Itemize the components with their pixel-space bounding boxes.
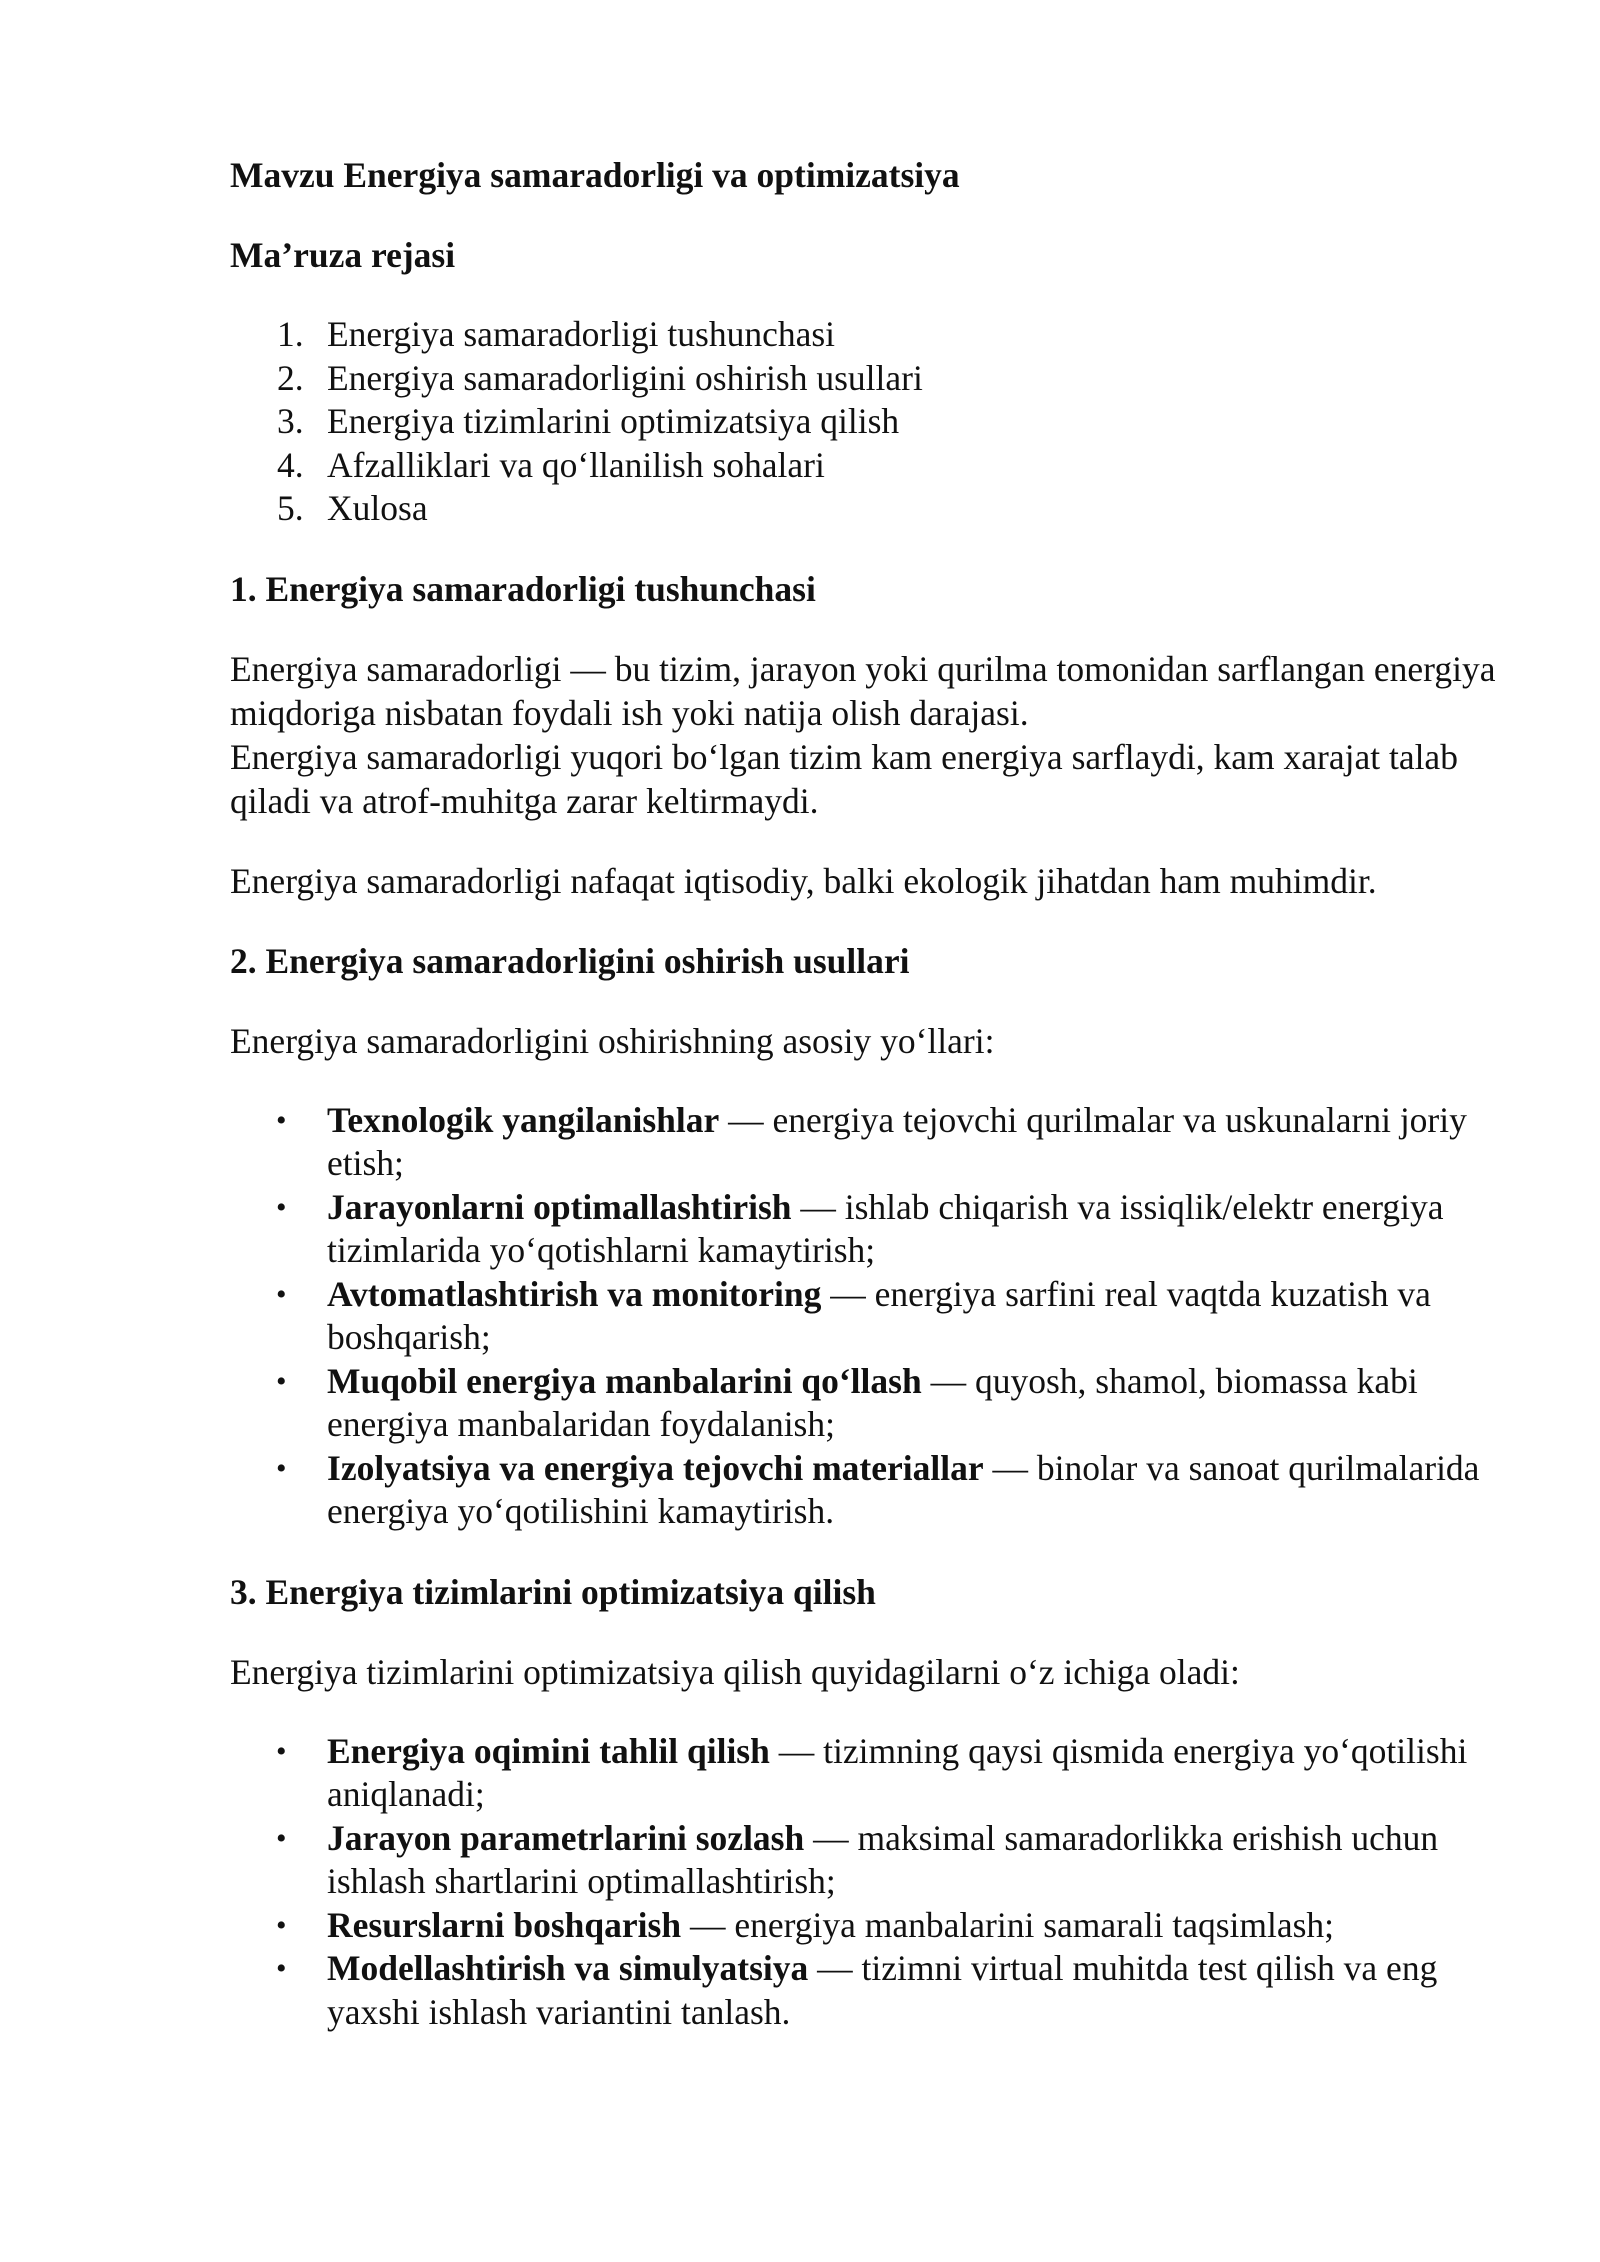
bullet-icon: •	[276, 1364, 287, 1398]
bullet-term: Izolyatsiya va energiya tejovchi materiallar	[327, 1447, 984, 1488]
bullet-description: — maksimal samaradorlikka erishish uchun ishlash shartlarini optimallashtirish;	[327, 1817, 1439, 1901]
plan-item-number: 1.	[277, 314, 304, 354]
plan-item	[277, 357, 1500, 401]
bullet-icon: •	[276, 1908, 287, 1942]
plan-item-number: 5.	[277, 488, 304, 528]
bullet-item	[276, 1360, 1527, 1447]
plan-list	[230, 313, 1500, 531]
bullet-item	[276, 1099, 1527, 1186]
section-1-paragraph-2: Energiya samaradorligi nafaqat iqtisodiy, balki ekologik jihatdan ham muhimdir.	[230, 860, 1377, 901]
section-3-heading: 3. Energiya tizimlarini optimizatsiya qilish	[230, 1571, 876, 1612]
plan-item-text: Energiya samaradorligini oshirish usullari	[327, 357, 923, 398]
bullet-description: — energiya manbalarini samarali taqsimlash;	[681, 1904, 1335, 1945]
section-2-intro: Energiya samaradorligini oshirishning asosiy yo‘llari:	[230, 1020, 995, 1061]
bullet-description: — binolar va sanoat qurilmalarida energiya yo‘qotilishini kamaytirish.	[327, 1447, 1480, 1531]
bullet-icon: •	[276, 1190, 287, 1224]
plan-item	[277, 400, 1500, 444]
section-3-bullet-list	[230, 1730, 1527, 2035]
plan-item-text: Xulosa	[327, 488, 428, 528]
document-title: Mavzu Energiya samaradorligi va optimizatsiya	[230, 155, 960, 195]
bullet-term: Modellashtirish va simulyatsiya	[327, 1948, 809, 1988]
bullet-term: Avtomatlashtirish va monitoring	[327, 1273, 822, 1314]
plan-item-text: Energiya tizimlarini optimizatsiya qilish	[327, 401, 900, 441]
plan-item-number: 4.	[277, 444, 304, 485]
plan-item	[277, 313, 1500, 357]
plan-item-text: Energiya samaradorligi tushunchasi	[327, 314, 836, 354]
bullet-term: Muqobil energiya manbalarini qo‘llash	[327, 1360, 922, 1401]
plan-item-text: Afzalliklari va qo‘llanilish sohalari	[327, 444, 825, 485]
bullet-description: — tizimning qaysi qismida energiya yo‘qotilishi aniqlanadi;	[327, 1730, 1468, 1814]
bullet-item	[276, 1904, 1527, 1948]
section-2-heading: 2. Energiya samaradorligini oshirish usullari	[230, 940, 910, 981]
bullet-description: — tizimni virtual muhitda test qilish va eng yaxshi ishlash variantini tanlash.	[327, 1948, 1438, 2032]
bullet-item	[276, 1730, 1527, 1817]
bullet-icon: •	[276, 1734, 287, 1768]
bullet-icon: •	[276, 1277, 287, 1311]
bullet-description: — energiya tejovchi qurilmalar va uskunalarni joriy etish;	[327, 1099, 1467, 1183]
plan-item-number: 2.	[277, 357, 304, 398]
bullet-icon: •	[276, 1821, 287, 1855]
bullet-icon: •	[276, 1103, 287, 1137]
bullet-term: Energiya oqimini tahlil qilish	[327, 1730, 770, 1771]
bullet-term: Jarayon parametrlarini sozlash	[327, 1817, 805, 1858]
bullet-icon: •	[276, 1451, 287, 1485]
section-1-heading: 1. Energiya samaradorligi tushunchasi	[230, 568, 816, 609]
section-3-intro: Energiya tizimlarini optimizatsiya qilish quyidagilarni o‘z ichiga oladi:	[230, 1651, 1240, 1692]
bullet-item	[276, 1947, 1527, 2034]
bullet-item	[276, 1273, 1527, 1360]
bullet-term: Texnologik yangilanishlar	[327, 1099, 720, 1140]
plan-item-number: 3.	[277, 401, 304, 441]
plan-item	[277, 487, 1500, 531]
bullet-item	[276, 1186, 1527, 1273]
bullet-item	[276, 1447, 1527, 1534]
bullet-description: — quyosh, shamol, biomassa kabi energiya manbalaridan foydalanish;	[327, 1360, 1418, 1444]
plan-item	[277, 444, 1500, 488]
section-2-bullet-list	[230, 1099, 1527, 1534]
bullet-icon: •	[276, 1952, 287, 1985]
section-1-paragraph-1: Energiya samaradorligi — bu tizim, jarayon yoki qurilma tomonidan sarflangan energiya miqdoriga nisbatan foydali ish yoki natija olish darajasi.	[230, 648, 1496, 733]
bullet-description: — ishlab chiqarish va issiqlik/elektr energiya tizimlarida yo‘qotishlarni kamaytirish;	[327, 1186, 1444, 1270]
bullet-term: Jarayonlarni optimallashtirish	[327, 1186, 792, 1227]
bullet-description: — energiya sarfini real vaqtda kuzatish va boshqarish;	[327, 1273, 1431, 1357]
section-1-paragraph-1b: Energiya samaradorligi yuqori bo‘lgan tizim kam energiya sarflaydi, kam xarajat talab qiladi va atrof-muhitga zarar keltirmaydi.	[230, 736, 1458, 821]
bullet-term: Resurslarni boshqarish	[327, 1904, 682, 1945]
plan-heading: Ma’ruza rejasi	[230, 235, 456, 275]
bullet-item	[276, 1817, 1527, 1904]
